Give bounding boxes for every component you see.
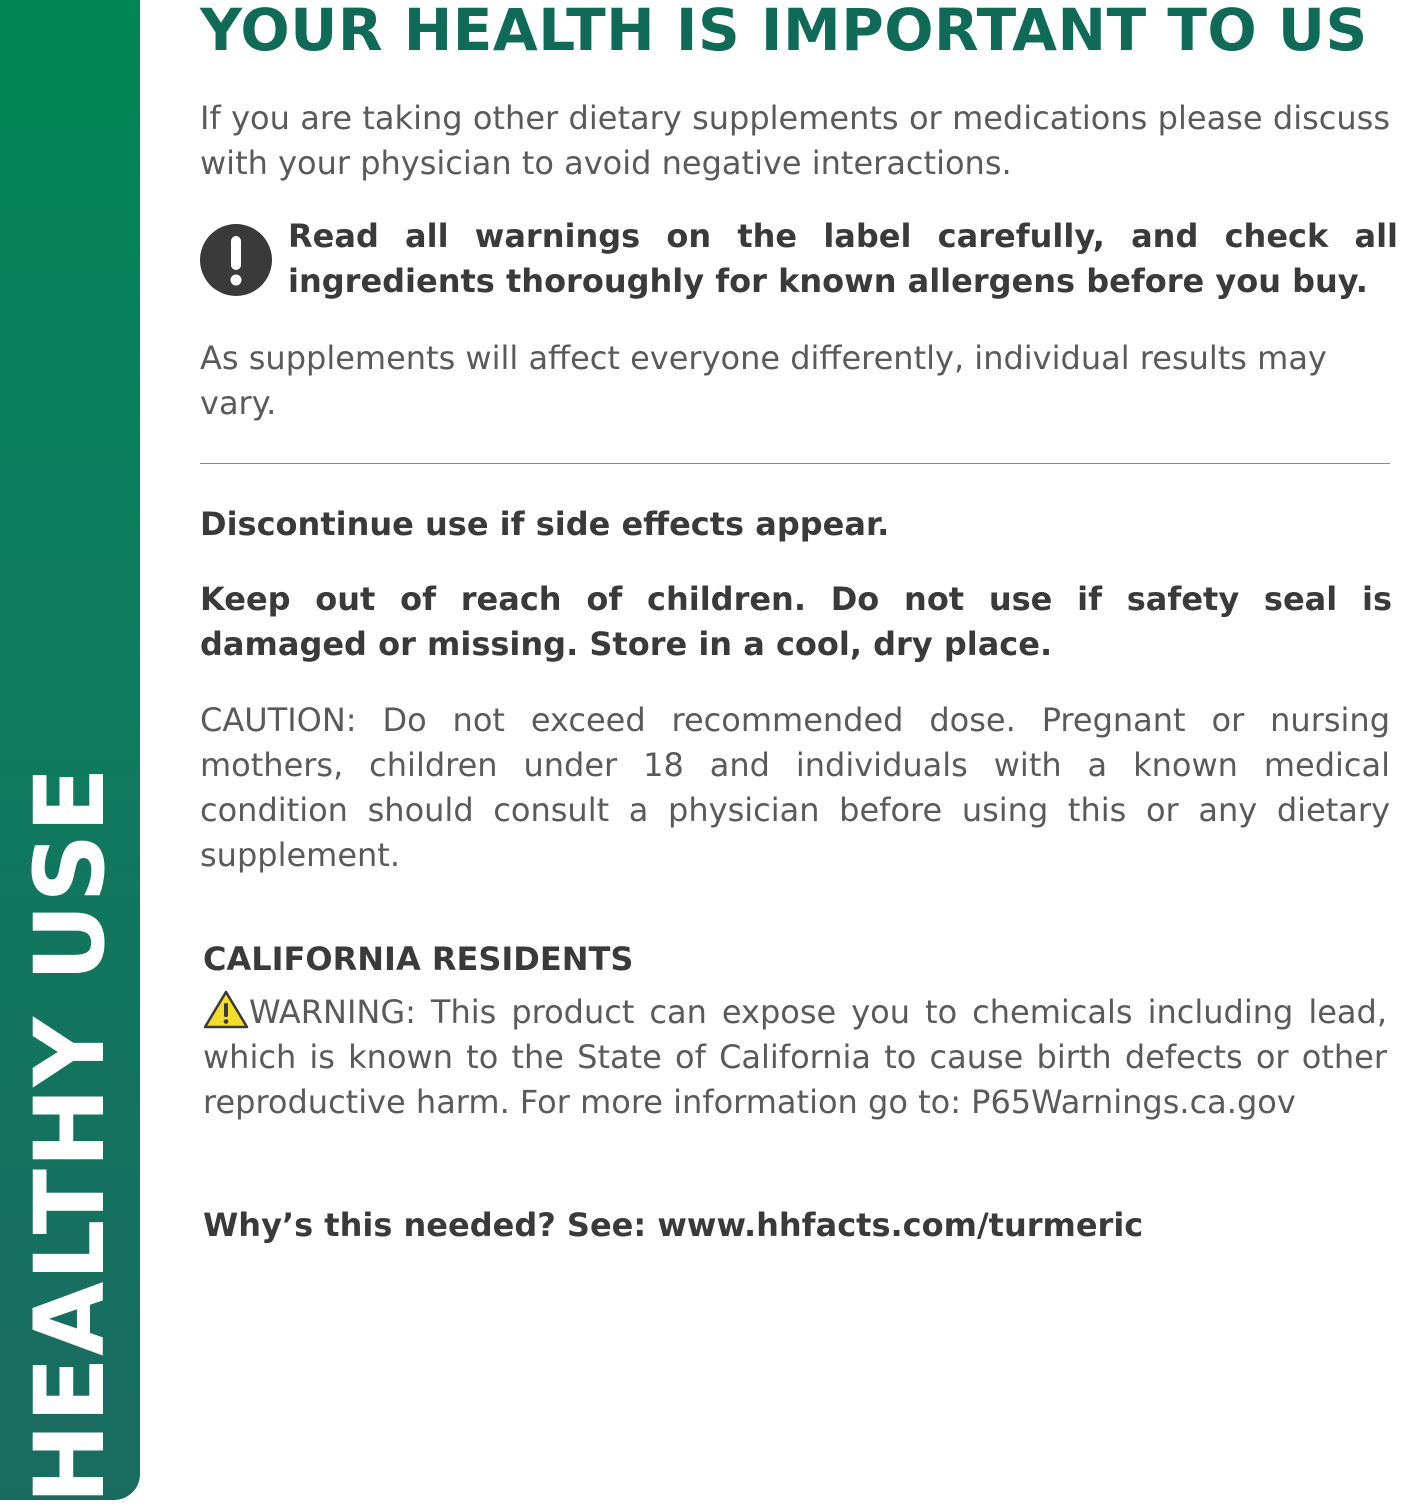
why-needed-link[interactable]: Why’s this needed? See: www.hhfacts.com/turmeric — [203, 1206, 1144, 1244]
warning-triangle-icon — [203, 989, 249, 1029]
results-note: As supplements will affect everyone differently, individual results may vary. — [200, 339, 1327, 422]
side-band-label: HEALTHY USE — [14, 766, 126, 1504]
discontinue-note: Discontinue use if side effects appear. — [200, 505, 890, 543]
california-warning — [203, 989, 1387, 1125]
california-warning-text: WARNING: This product can expose you to chemicals including lead, which is known to the State of California to cause birth defects or other reproductive harm. For more information go to: P65Warnings.ca.gov — [203, 993, 1387, 1121]
storage-note: Keep out of reach of children. Do not use if safety seal is damaged or missing. Store in a cool, dry place. — [200, 580, 1392, 663]
caution-paragraph: CAUTION: Do not exceed recommended dose. Pregnant or nursing mothers, children under 18 and individuals with a known medical condition should consult a physician before using this or any dietary supplement. — [200, 701, 1390, 874]
divider — [200, 463, 1390, 464]
california-title: CALIFORNIA RESIDENTS — [203, 940, 634, 978]
page-title: YOUR HEALTH IS IMPORTANT TO US — [200, 0, 1368, 64]
intro-paragraph: If you are taking other dietary supplements or medications please discuss with your physician to avoid negative interactions. — [200, 99, 1390, 182]
exclamation-circle-icon — [200, 224, 272, 296]
side-band — [0, 0, 140, 1504]
allergen-alert-text: Read all warnings on the label carefully, and check all ingredients thoroughly for known allergens before you buy. — [288, 217, 1398, 300]
